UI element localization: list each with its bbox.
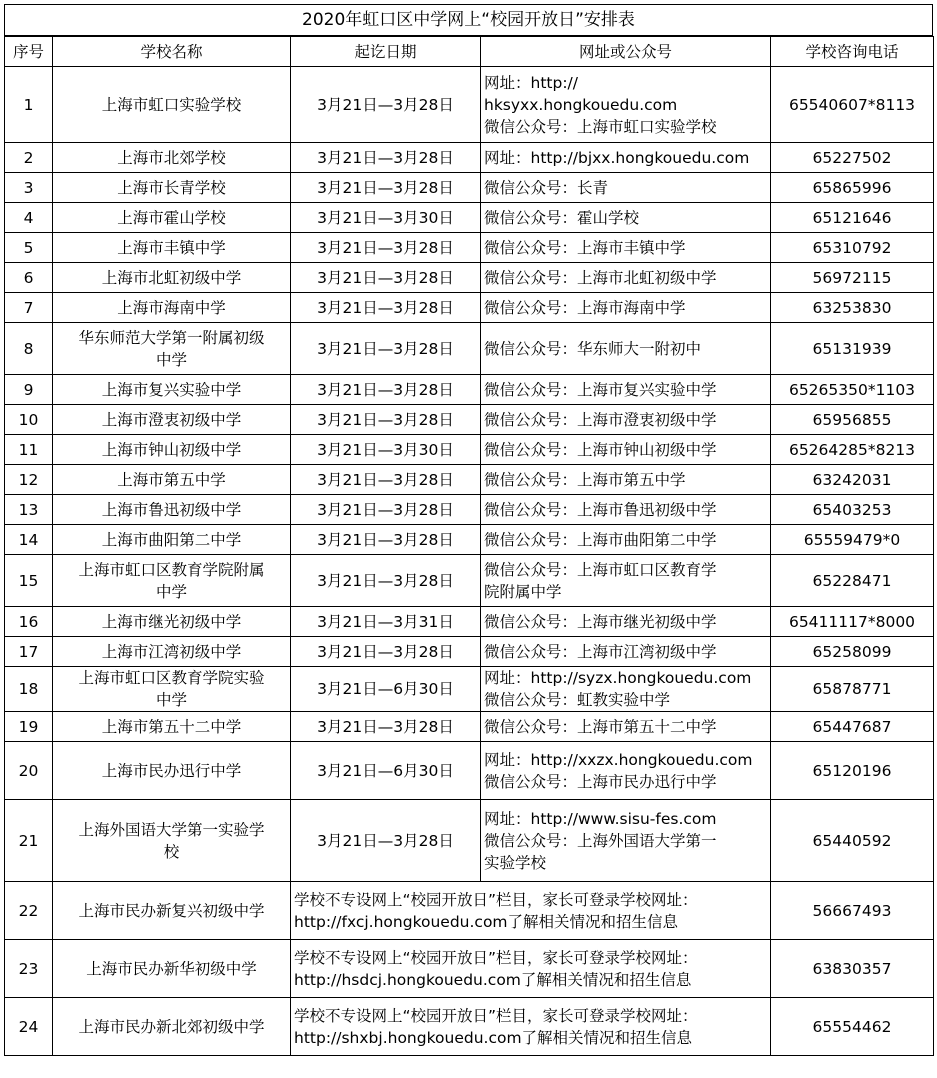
row-number: 2 bbox=[5, 143, 53, 173]
table-row bbox=[5, 293, 934, 323]
school-name bbox=[53, 882, 291, 940]
school-name bbox=[53, 800, 291, 882]
school-name-line: 上海市民办新北郊初级中学 bbox=[78, 1017, 265, 1036]
table-row bbox=[5, 323, 934, 375]
website-or-account-line: 微信公众号：长青 bbox=[484, 178, 609, 197]
date-range: 3月21日—3月28日 bbox=[291, 323, 481, 375]
table-row bbox=[5, 555, 934, 607]
website-or-account bbox=[481, 375, 771, 405]
phone-number: 65554462 bbox=[771, 998, 934, 1056]
date-range: 3月21日—6月30日 bbox=[291, 667, 481, 712]
school-name-line: 上海市北郊学校 bbox=[117, 148, 226, 167]
school-name-line: 上海市第五十二中学 bbox=[101, 717, 242, 736]
school-name-line: 校 bbox=[163, 842, 180, 861]
table-row bbox=[5, 203, 934, 233]
row-number: 12 bbox=[5, 465, 53, 495]
school-name bbox=[53, 405, 291, 435]
website-or-account-line: 网址：http://xxzx.hongkouedu.com bbox=[484, 750, 753, 769]
date-range: 3月21日—3月28日 bbox=[291, 637, 481, 667]
notice-text bbox=[291, 998, 771, 1056]
date-range: 3月21日—3月28日 bbox=[291, 67, 481, 143]
phone-number: 65403253 bbox=[771, 495, 934, 525]
date-range: 3月21日—3月30日 bbox=[291, 435, 481, 465]
row-number: 3 bbox=[5, 173, 53, 203]
website-or-account bbox=[481, 203, 771, 233]
table-row bbox=[5, 233, 934, 263]
row-number: 17 bbox=[5, 637, 53, 667]
website-or-account bbox=[481, 637, 771, 667]
school-name-line: 上海市海南中学 bbox=[117, 298, 226, 317]
table-row bbox=[5, 637, 934, 667]
website-or-account bbox=[481, 67, 771, 143]
website-or-account bbox=[481, 173, 771, 203]
website-or-account bbox=[481, 435, 771, 465]
school-name-line: 中学 bbox=[155, 350, 187, 369]
school-name bbox=[53, 233, 291, 263]
table-row bbox=[5, 667, 934, 712]
website-or-account-line: 微信公众号：虹教实验中学 bbox=[484, 691, 671, 709]
notice-text-line: 学校不专设网上“校园开放日”栏目，家长可登录学校网址： bbox=[294, 1006, 698, 1025]
table-row bbox=[5, 742, 934, 800]
website-or-account-line: 微信公众号：上海市民办迅行中学 bbox=[484, 772, 717, 791]
website-or-account bbox=[481, 405, 771, 435]
school-name-line: 上海市继光初级中学 bbox=[101, 612, 242, 631]
website-or-account-line: 微信公众号：上海市虹口区教育学 bbox=[484, 560, 717, 579]
school-name-line: 上海外国语大学第一实验学 bbox=[78, 820, 265, 839]
phone-number: 65865996 bbox=[771, 173, 934, 203]
school-name bbox=[53, 637, 291, 667]
phone-number: 65120196 bbox=[771, 742, 934, 800]
date-range: 3月21日—3月28日 bbox=[291, 173, 481, 203]
school-name bbox=[53, 203, 291, 233]
date-range: 3月21日—3月28日 bbox=[291, 525, 481, 555]
row-number: 4 bbox=[5, 203, 53, 233]
website-or-account-line: 网址：http:// bbox=[484, 73, 578, 92]
phone-number: 65878771 bbox=[771, 667, 934, 712]
table-row bbox=[5, 940, 934, 998]
school-name bbox=[53, 67, 291, 143]
website-or-account bbox=[481, 555, 771, 607]
phone-number: 65228471 bbox=[771, 555, 934, 607]
row-number: 13 bbox=[5, 495, 53, 525]
school-name-line: 上海市复兴实验中学 bbox=[101, 380, 242, 399]
notice-text bbox=[291, 940, 771, 998]
website-or-account-line: 微信公众号：霍山学校 bbox=[484, 208, 640, 227]
school-name bbox=[53, 263, 291, 293]
website-or-account-line: 微信公众号：上海市虹口实验学校 bbox=[484, 117, 717, 136]
phone-number: 56667493 bbox=[771, 882, 934, 940]
website-or-account-line: 微信公众号：上海市复兴实验中学 bbox=[484, 380, 717, 399]
school-name-line: 上海市钟山初级中学 bbox=[101, 440, 242, 459]
table-row bbox=[5, 405, 934, 435]
school-name-line: 上海市虹口实验学校 bbox=[101, 95, 242, 114]
row-number: 18 bbox=[5, 667, 53, 712]
row-number: 6 bbox=[5, 263, 53, 293]
date-range: 3月21日—3月28日 bbox=[291, 712, 481, 742]
website-or-account bbox=[481, 607, 771, 637]
school-name-line: 中学 bbox=[155, 582, 187, 601]
table-row bbox=[5, 998, 934, 1056]
school-name-line: 上海市虹口区教育学院附属 bbox=[78, 560, 265, 579]
school-name bbox=[53, 143, 291, 173]
table-row bbox=[5, 435, 934, 465]
date-range: 3月21日—3月28日 bbox=[291, 375, 481, 405]
phone-number: 65956855 bbox=[771, 405, 934, 435]
phone-number: 65440592 bbox=[771, 800, 934, 882]
school-name bbox=[53, 667, 291, 712]
notice-text-line: 学校不专设网上“校园开放日”栏目，家长可登录学校网址： bbox=[294, 890, 698, 909]
school-name-line: 上海市长青学校 bbox=[117, 178, 226, 197]
website-or-account-line: 微信公众号：上海外国语大学第一 bbox=[484, 831, 717, 850]
website-or-account bbox=[481, 800, 771, 882]
phone-number: 65540607*8113 bbox=[771, 67, 934, 143]
website-or-account bbox=[481, 233, 771, 263]
table-row bbox=[5, 143, 934, 173]
website-or-account bbox=[481, 143, 771, 173]
table-row bbox=[5, 882, 934, 940]
school-name bbox=[53, 940, 291, 998]
notice-text bbox=[291, 882, 771, 940]
school-name bbox=[53, 465, 291, 495]
website-or-account bbox=[481, 742, 771, 800]
phone-number: 65131939 bbox=[771, 323, 934, 375]
table-title: 2020年虹口区中学网上“校园开放日”安排表 bbox=[4, 4, 933, 36]
date-range: 3月21日—3月28日 bbox=[291, 405, 481, 435]
row-number: 11 bbox=[5, 435, 53, 465]
website-or-account bbox=[481, 712, 771, 742]
school-name bbox=[53, 495, 291, 525]
table-body bbox=[5, 67, 934, 1056]
school-name bbox=[53, 173, 291, 203]
row-number: 10 bbox=[5, 405, 53, 435]
school-name-line: 上海市民办新复兴初级中学 bbox=[78, 901, 265, 920]
website-or-account-line: hksyxx.hongkouedu.com bbox=[484, 95, 678, 114]
date-range: 3月21日—3月28日 bbox=[291, 263, 481, 293]
phone-number: 65310792 bbox=[771, 233, 934, 263]
phone-number: 65258099 bbox=[771, 637, 934, 667]
table-row bbox=[5, 525, 934, 555]
website-or-account-line: 实验学校 bbox=[484, 853, 547, 872]
table-row bbox=[5, 800, 934, 882]
website-or-account bbox=[481, 263, 771, 293]
date-range: 3月21日—3月28日 bbox=[291, 293, 481, 323]
website-or-account-line: 微信公众号：上海市第五中学 bbox=[484, 470, 686, 489]
school-name bbox=[53, 293, 291, 323]
school-name-line: 中学 bbox=[155, 691, 187, 709]
notice-text-line: http://hsdcj.hongkouedu.com了解相关情况和招生信息 bbox=[294, 970, 692, 989]
row-number: 1 bbox=[5, 67, 53, 143]
row-number: 16 bbox=[5, 607, 53, 637]
school-name-line: 上海市北虹初级中学 bbox=[101, 268, 242, 287]
row-number: 5 bbox=[5, 233, 53, 263]
website-or-account bbox=[481, 667, 771, 712]
website-or-account-line: 微信公众号：上海市第五十二中学 bbox=[484, 717, 717, 736]
website-or-account bbox=[481, 525, 771, 555]
website-or-account-line: 微信公众号：上海市澄衷初级中学 bbox=[484, 410, 717, 429]
website-or-account-line: 网址：http://bjxx.hongkouedu.com bbox=[484, 148, 750, 167]
table-row bbox=[5, 375, 934, 405]
school-name bbox=[53, 998, 291, 1056]
website-or-account bbox=[481, 465, 771, 495]
row-number: 19 bbox=[5, 712, 53, 742]
row-number: 22 bbox=[5, 882, 53, 940]
school-name bbox=[53, 525, 291, 555]
phone-number: 65265350*1103 bbox=[771, 375, 934, 405]
school-name bbox=[53, 323, 291, 375]
notice-text-line: 学校不专设网上“校园开放日”栏目，家长可登录学校网址： bbox=[294, 948, 698, 967]
phone-number: 65559479*0 bbox=[771, 525, 934, 555]
row-number: 21 bbox=[5, 800, 53, 882]
school-name-line: 上海市霍山学校 bbox=[117, 208, 226, 227]
school-name bbox=[53, 607, 291, 637]
school-name-line: 上海市虹口区教育学院实验 bbox=[78, 669, 265, 687]
website-or-account-line: 微信公众号：上海市海南中学 bbox=[484, 298, 686, 317]
school-name-line: 上海市澄衷初级中学 bbox=[101, 410, 242, 429]
website-or-account-line: 网址：http://syzx.hongkouedu.com bbox=[484, 669, 752, 687]
phone-number: 65411117*8000 bbox=[771, 607, 934, 637]
school-name-line: 上海市江湾初级中学 bbox=[101, 642, 242, 661]
website-or-account bbox=[481, 495, 771, 525]
website-or-account-line: 微信公众号：华东师大一附初中 bbox=[484, 339, 702, 358]
header-website: 网址或公众号 bbox=[481, 37, 771, 67]
school-name-line: 上海市鲁迅初级中学 bbox=[101, 500, 242, 519]
notice-text-line: http://shxbj.hongkouedu.com了解相关情况和招生信息 bbox=[294, 1028, 693, 1047]
date-range: 3月21日—3月28日 bbox=[291, 143, 481, 173]
date-range: 3月21日—3月28日 bbox=[291, 800, 481, 882]
school-name-line: 上海市民办迅行中学 bbox=[101, 761, 242, 780]
row-number: 24 bbox=[5, 998, 53, 1056]
schedule-table bbox=[4, 36, 934, 1056]
website-or-account-line: 微信公众号：上海市丰镇中学 bbox=[484, 238, 686, 257]
row-number: 14 bbox=[5, 525, 53, 555]
table-row bbox=[5, 173, 934, 203]
school-name-line: 上海市民办新华初级中学 bbox=[86, 959, 257, 978]
website-or-account bbox=[481, 323, 771, 375]
header-no: 序号 bbox=[5, 37, 53, 67]
school-name-line: 上海市第五中学 bbox=[117, 470, 226, 489]
header-school-name: 学校名称 bbox=[53, 37, 291, 67]
table-row bbox=[5, 263, 934, 293]
date-range: 3月21日—3月28日 bbox=[291, 555, 481, 607]
notice-text-line: http://fxcj.hongkouedu.com了解相关情况和招生信息 bbox=[294, 912, 679, 931]
phone-number: 65121646 bbox=[771, 203, 934, 233]
table-row bbox=[5, 712, 934, 742]
school-name bbox=[53, 375, 291, 405]
date-range: 3月21日—3月31日 bbox=[291, 607, 481, 637]
row-number: 23 bbox=[5, 940, 53, 998]
website-or-account-line: 微信公众号：上海市钟山初级中学 bbox=[484, 440, 717, 459]
website-or-account-line: 微信公众号：上海市曲阳第二中学 bbox=[484, 530, 717, 549]
date-range: 3月21日—6月30日 bbox=[291, 742, 481, 800]
row-number: 20 bbox=[5, 742, 53, 800]
date-range: 3月21日—3月28日 bbox=[291, 495, 481, 525]
school-name bbox=[53, 712, 291, 742]
website-or-account-line: 微信公众号：上海市北虹初级中学 bbox=[484, 268, 717, 287]
website-or-account-line: 微信公众号：上海市鲁迅初级中学 bbox=[484, 500, 717, 519]
schedule-sheet bbox=[4, 4, 933, 1074]
phone-number: 65227502 bbox=[771, 143, 934, 173]
website-or-account-line: 微信公众号：上海市继光初级中学 bbox=[484, 612, 717, 631]
phone-number: 56972115 bbox=[771, 263, 934, 293]
phone-number: 63242031 bbox=[771, 465, 934, 495]
school-name bbox=[53, 742, 291, 800]
phone-number: 63253830 bbox=[771, 293, 934, 323]
date-range: 3月21日—3月28日 bbox=[291, 465, 481, 495]
school-name-line: 上海市曲阳第二中学 bbox=[101, 530, 242, 549]
school-name-line: 上海市丰镇中学 bbox=[117, 238, 226, 257]
table-row bbox=[5, 67, 934, 143]
row-number: 8 bbox=[5, 323, 53, 375]
website-or-account-line: 微信公众号：上海市江湾初级中学 bbox=[484, 642, 717, 661]
date-range: 3月21日—3月30日 bbox=[291, 203, 481, 233]
website-or-account-line: 网址：http://www.sisu-fes.com bbox=[484, 809, 717, 828]
phone-number: 65447687 bbox=[771, 712, 934, 742]
table-row bbox=[5, 495, 934, 525]
website-or-account-line: 院附属中学 bbox=[484, 582, 562, 601]
school-name bbox=[53, 435, 291, 465]
row-number: 9 bbox=[5, 375, 53, 405]
phone-number: 65264285*8213 bbox=[771, 435, 934, 465]
header-date-range: 起讫日期 bbox=[291, 37, 481, 67]
row-number: 15 bbox=[5, 555, 53, 607]
website-or-account bbox=[481, 293, 771, 323]
school-name bbox=[53, 555, 291, 607]
phone-number: 63830357 bbox=[771, 940, 934, 998]
date-range: 3月21日—3月28日 bbox=[291, 233, 481, 263]
school-name-line: 华东师范大学第一附属初级 bbox=[78, 328, 265, 347]
table-row bbox=[5, 465, 934, 495]
table-row bbox=[5, 607, 934, 637]
header-row bbox=[5, 37, 934, 67]
header-phone: 学校咨询电话 bbox=[771, 37, 934, 67]
row-number: 7 bbox=[5, 293, 53, 323]
